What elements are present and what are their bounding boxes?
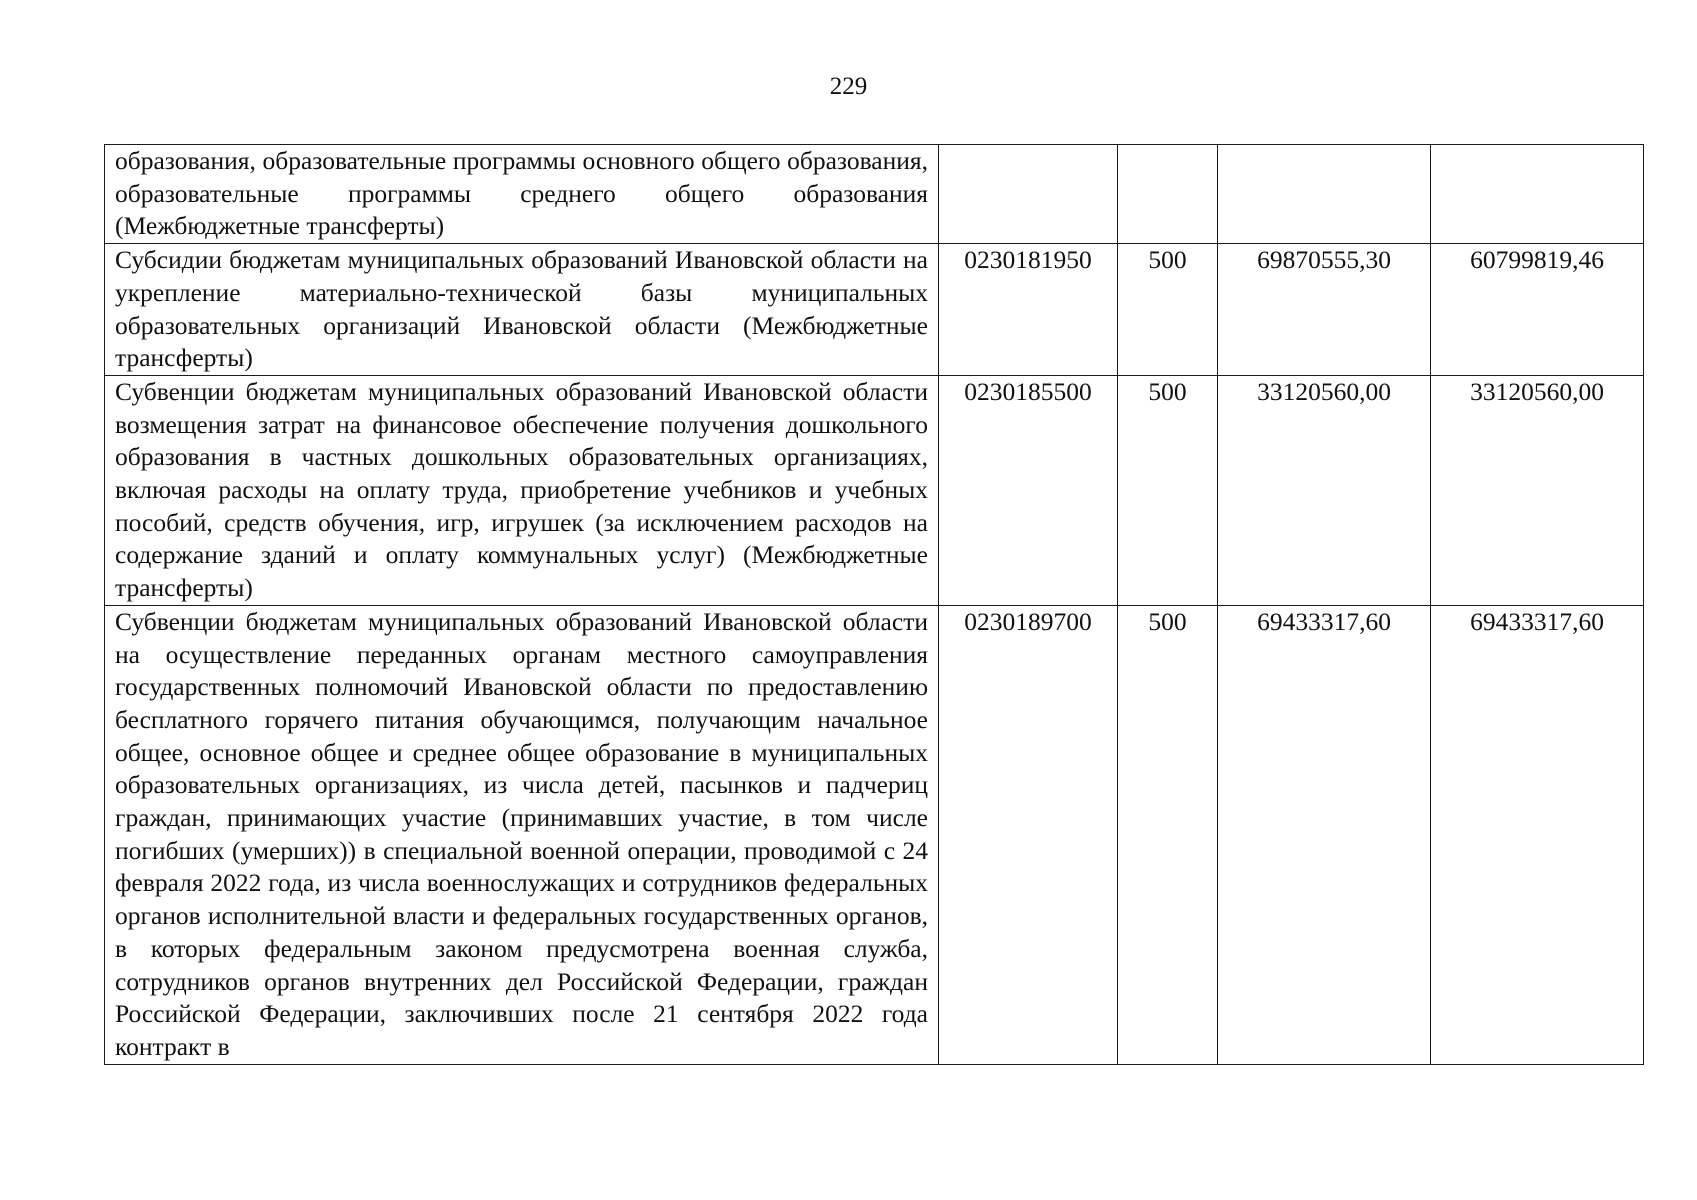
row-description: Субвенции бюджетам муниципальных образований Ивановской области на осуществление переданных органам местного самоуправления государственных полномочий Ивановской области по предоставлению бесплатного горячего питания обучающимся, получающим начальное общее, основное общее и среднее общее образование в муниципальных образовательных организациях, из числа детей, пасынков и падчериц граждан, принимающих участие (принимавших участие, в том числе погибших (умерших)) в специальной военной операции, проводимой с 24 февраля 2022 года, из числа военнослужащих и сотрудников федеральных органов исполнительной власти и федеральных государственных органов, в которых федеральным законом предусмотрена военная служба, сотрудников органов внутренних дел Российской Федерации, граждан Российской Федерации, заключивших после 21 сентября 2022 года контракт в	[105, 605, 939, 1064]
row-amount-2: 60799819,46	[1431, 244, 1644, 376]
table-row	[105, 244, 1644, 376]
row-amount-1	[1218, 145, 1431, 244]
row-target-code: 0230181950	[939, 244, 1118, 376]
table-row	[105, 605, 1644, 1064]
row-amount-1: 69433317,60	[1218, 605, 1431, 1064]
row-amount-2	[1431, 145, 1644, 244]
row-expense-type	[1118, 145, 1218, 244]
row-description: Субвенции бюджетам муниципальных образований Ивановской области возмещения затрат на финансовое обеспечение получения дошкольного образования в частных дошкольных образовательных организациях, включая расходы на оплату труда, приобретение учебников и учебных пособий, средств обучения, игр, игрушек (за исключением расходов на содержание зданий и оплату коммунальных услуг) (Межбюджетные трансферты)	[105, 375, 939, 605]
row-amount-2: 69433317,60	[1431, 605, 1644, 1064]
table-row	[105, 145, 1644, 244]
row-expense-type: 500	[1118, 244, 1218, 376]
row-amount-2: 33120560,00	[1431, 375, 1644, 605]
row-amount-1: 69870555,30	[1218, 244, 1431, 376]
row-target-code: 0230185500	[939, 375, 1118, 605]
page-number: 229	[829, 73, 868, 100]
row-description: Субсидии бюджетам муниципальных образований Ивановской области на укрепление материально-технической базы муниципальных образовательных организаций Ивановской области (Межбюджетные трансферты)	[105, 244, 939, 376]
row-amount-1: 33120560,00	[1218, 375, 1431, 605]
table-row	[105, 375, 1644, 605]
row-expense-type: 500	[1118, 605, 1218, 1064]
row-description: образования, образовательные программы основного общего образования, образовательные программы среднего общего образования (Межбюджетные трансферты)	[105, 145, 939, 244]
budget-table	[104, 144, 1644, 1065]
row-expense-type: 500	[1118, 375, 1218, 605]
row-target-code	[939, 145, 1118, 244]
row-target-code: 0230189700	[939, 605, 1118, 1064]
